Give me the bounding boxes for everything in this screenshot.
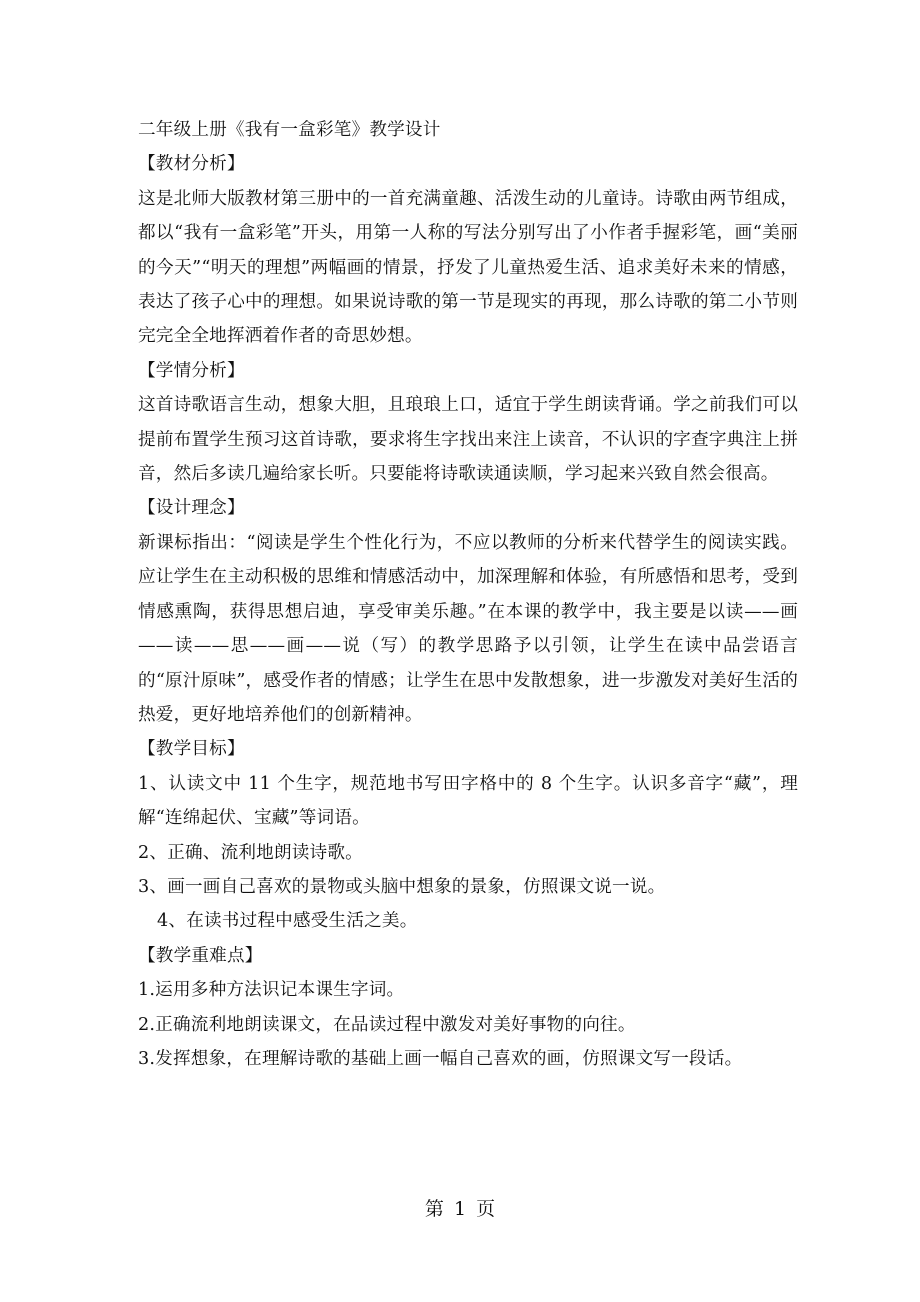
goal-item: 4、在读书过程中感受生活之美。 <box>157 911 418 932</box>
heading-key-difficulties: 【教学重难点】 <box>138 945 263 966</box>
paragraph-student-analysis: 这首诗歌语言生动，想象大胆，且琅琅上口，适宜于学生朗读背诵。学之前我们可以提前布置学生预习这首诗歌，要求将生字找出来注上读音，不认识的字查字典注上拼音，然后多读几遍给家长听。只要能将诗歌读通读顺，学习起来兴致自然会很高。 <box>138 395 798 485</box>
heading-textbook-analysis: 【教材分析】 <box>138 154 245 175</box>
paragraph-textbook-analysis: 这是北师大版教材第三册中的一首充满童趣、活泼生动的儿童诗。诗歌由两节组成，都以“我有一盒彩笔”开头，用第一人称的写法分别写出了小作者手握彩笔，画“美丽的今天”“明天的理想”两幅画的情景，抒发了儿童热爱生活、追求美好未来的情感，表达了孩子心中的理想。如果说诗歌的第一节是现实的再现，那么诗歌的第二小节则完完全全地挥洒着作者的奇思妙想。 <box>138 188 798 347</box>
heading-teaching-goals: 【教学目标】 <box>138 739 245 760</box>
goal-item: 2、正确、流利地朗读诗歌。 <box>138 842 363 863</box>
page-number: 第 1 页 <box>424 1198 496 1220</box>
goal-item: 1、认读文中 11 个生字，规范地书写田字格中的 8 个生字。认识多音字“藏”，理解“连绵起伏、宝藏”等词语。 <box>138 773 798 829</box>
goal-item: 3、画一画自己喜欢的景物或头脑中想象的景象，仿照课文说一说。 <box>138 876 666 897</box>
document-title: 二年级上册《我有一盒彩笔》教学设计 <box>138 120 441 140</box>
heading-design-concept: 【设计理念】 <box>138 498 245 519</box>
paragraph-design-concept: 新课标指出：“阅读是学生个性化行为，不应以教师的分析来代替学生的阅读实践。应让学生在主动积极的思维和情感活动中，加深理解和体验，有所感悟和思考，受到情感熏陶，获得思想启迪，享受审美乐趣。”在本课的教学中，我主要是以读——画——读——思——画——说（写）的教学思路予以引领，让学生在读中品尝语言的“原汁原味”，感受作者的情感；让学生在思中发散想象，进一步激发对美好生活的热爱，更好地培养他们的创新精神。 <box>138 532 798 725</box>
heading-student-analysis: 【学情分析】 <box>138 360 245 381</box>
document-body <box>138 113 798 1076</box>
difficulty-item: 1.运用多种方法识记本课生字词。 <box>138 980 405 1001</box>
difficulty-item: 2.正确流利地朗读课文，在品读过程中激发对美好事物的向往。 <box>138 1014 636 1035</box>
difficulty-item: 3.发挥想象，在理解诗歌的基础上画一幅自己喜欢的画，仿照课文写一段话。 <box>138 1048 743 1069</box>
